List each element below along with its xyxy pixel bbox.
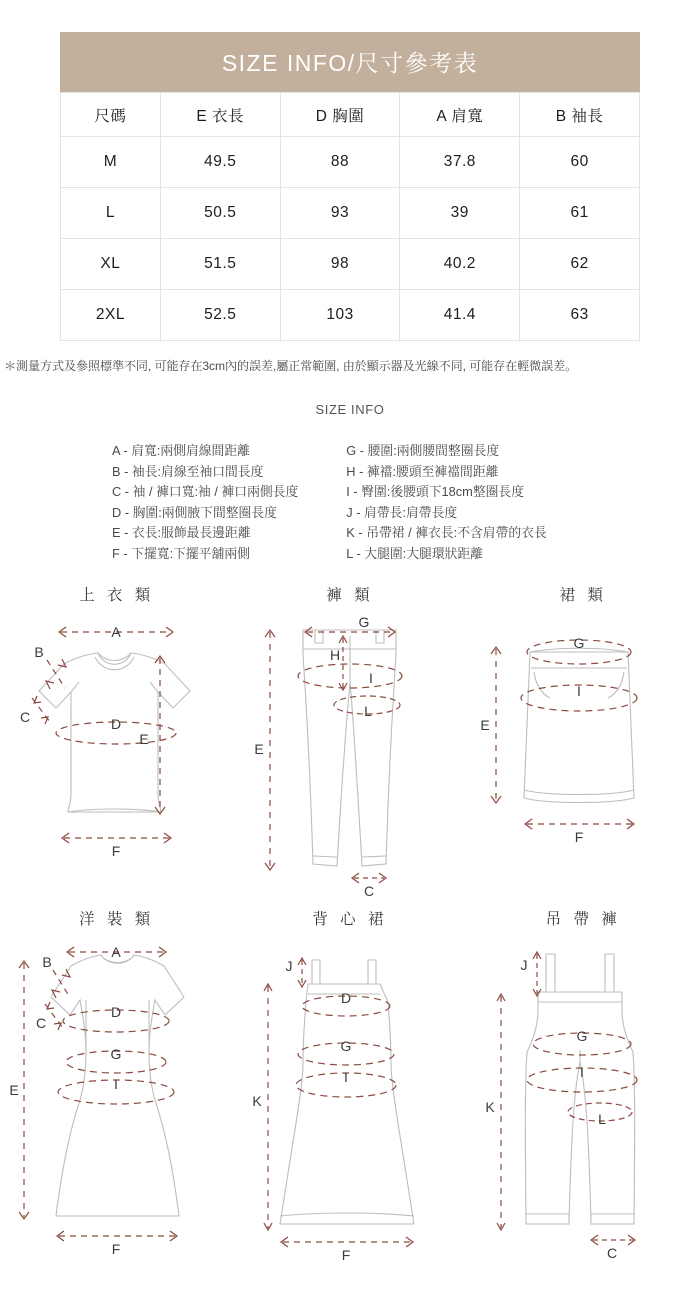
cell-sleeve: 63 [520, 290, 640, 341]
column-header-length: E 衣長 [160, 93, 280, 137]
column-header-shoulder: A 肩寬 [400, 93, 520, 137]
legend-item-h: H - 褲襠:腰頭至褲襠間距離 [346, 463, 499, 479]
size-table-title: SIZE INFO/尺寸參考表 [60, 32, 640, 92]
marker-label-f: F [574, 829, 584, 845]
legend-item-j: J - 肩帶長:肩帶長度 [346, 504, 458, 520]
legend-item-l: L - 大腿圍:大腿環狀距離 [346, 545, 484, 561]
diagram-row-1 [0, 582, 700, 906]
legend-item-g: G - 腰圍:兩側腰間整圈長度 [346, 443, 500, 458]
legend-item-b: B - 袖長:肩線至袖口間長度 [112, 463, 264, 479]
marker-label-l: L [364, 703, 372, 719]
diagram-title-camisole-dress: 背 心 裙 [312, 911, 388, 928]
legend-item-e: E - 衣長:服飾最長邊距離 [112, 525, 251, 540]
marker-label-c: C [20, 709, 31, 725]
column-header-sleeve: B 袖長 [520, 93, 640, 137]
size-table-section [60, 32, 640, 341]
cell-bust: 98 [280, 239, 400, 290]
marker-label-g: G [573, 635, 585, 651]
legend-item-k: K - 吊帶裙 / 褲衣長:不含肩帶的衣長 [346, 525, 547, 540]
cell-length: 49.5 [160, 137, 280, 188]
measurement-disclaimer: ＊測量方式及參照標準不同, 可能存在3cm內的誤差,屬正常範圍, 由於顯示器及光線不同, 可能存在輕微誤差。 [4, 359, 578, 373]
cell-bust: 93 [280, 188, 400, 239]
cell-bust: 88 [280, 137, 400, 188]
diagram-cell-overalls [467, 906, 700, 1261]
cell-bust: 103 [280, 290, 400, 341]
column-header-bust: D 胸圍 [280, 93, 400, 137]
dress-diagram [9, 940, 224, 1257]
cell-length: 51.5 [160, 239, 280, 290]
marker-label-g: G [340, 1038, 352, 1054]
cell-shoulder: 40.2 [400, 239, 520, 290]
legend-title: SIZE INFO [315, 402, 385, 417]
legend [112, 442, 612, 563]
marker-label-g: G [576, 1028, 588, 1044]
marker-label-c: C [606, 1245, 617, 1261]
diagram-cell-skirts [467, 582, 700, 906]
cell-sleeve: 60 [520, 137, 640, 188]
tops-diagram [9, 616, 224, 906]
marker-label-d: D [340, 990, 351, 1006]
marker-label-e: E [139, 731, 149, 747]
legend-item-f: F - 下擺寬:下擺平舖兩側 [112, 545, 250, 561]
marker-label-d: D [111, 1004, 122, 1020]
legend-column-right [346, 442, 547, 563]
legend-item-a: A - 肩寬:兩側肩線間距離 [112, 443, 250, 458]
cell-length: 50.5 [160, 188, 280, 239]
marker-label-h: H [329, 647, 340, 663]
marker-label-l: L [597, 1111, 606, 1127]
marker-label-g: G [110, 1046, 122, 1062]
size-table [60, 92, 640, 341]
table-header-row [61, 93, 640, 137]
skirts-diagram [478, 616, 688, 906]
marker-label-e: E [9, 1082, 19, 1098]
cell-size: XL [61, 239, 161, 290]
marker-label-i: I [579, 1064, 584, 1080]
cell-shoulder: 37.8 [400, 137, 520, 188]
pants-diagram [255, 616, 445, 906]
marker-label-b: B [42, 954, 52, 970]
diagram-title-pants: 褲 類 [326, 587, 374, 604]
cell-sleeve: 62 [520, 239, 640, 290]
marker-label-i: I [114, 1076, 119, 1092]
marker-label-f: F [341, 1247, 351, 1263]
cell-size: 2XL [61, 290, 161, 341]
garment-diagram-grid [0, 582, 700, 1263]
column-header-size: 尺碼 [61, 93, 161, 137]
marker-label-a: A [111, 944, 121, 960]
marker-label-k: K [252, 1093, 262, 1109]
marker-label-b: B [34, 644, 44, 660]
diagram-cell-pants [233, 582, 466, 906]
marker-label-e: E [480, 717, 490, 733]
cell-size: M [61, 137, 161, 188]
overalls-diagram [481, 940, 686, 1261]
diagram-title-overalls: 吊 帶 褲 [545, 911, 621, 928]
diagram-title-tops: 上 衣 類 [79, 587, 155, 604]
marker-label-e: E [254, 741, 264, 757]
marker-label-i: I [577, 683, 582, 699]
legend-item-c: C - 袖 / 褲口寬:袖 / 褲口兩側長度 [112, 484, 299, 499]
cell-size: L [61, 188, 161, 239]
diagram-title-dress: 洋 裝 類 [79, 911, 155, 928]
marker-label-f: F [111, 1241, 121, 1257]
marker-label-c: C [363, 883, 374, 899]
diagram-cell-camisole-dress [233, 906, 466, 1263]
cell-shoulder: 41.4 [400, 290, 520, 341]
marker-label-g: G [358, 614, 370, 630]
cell-length: 52.5 [160, 290, 280, 341]
cell-shoulder: 39 [400, 188, 520, 239]
marker-label-c: C [36, 1015, 47, 1031]
table-row [61, 290, 640, 341]
legend-item-d: D - 胸圍:兩側腋下間整圈長度 [112, 504, 277, 520]
marker-label-i: I [343, 1069, 348, 1085]
camisole-dress-diagram [250, 940, 450, 1263]
marker-label-f: F [111, 843, 121, 859]
table-row [61, 137, 640, 188]
legend-item-i: I - 臀圍:後腰頭下18cm整圈長度 [346, 484, 525, 499]
marker-label-j: J [285, 958, 293, 974]
marker-label-k: K [485, 1099, 495, 1115]
marker-label-i: I [368, 670, 373, 686]
cell-sleeve: 61 [520, 188, 640, 239]
diagram-title-skirts: 裙 類 [559, 587, 607, 604]
marker-label-a: A [111, 624, 121, 640]
marker-label-j: J [520, 957, 528, 973]
diagram-cell-dress [0, 906, 233, 1257]
diagram-cell-tops [0, 582, 233, 906]
marker-label-d: D [111, 716, 122, 732]
diagram-row-2 [0, 906, 700, 1263]
legend-column-left [112, 442, 298, 563]
table-row [61, 188, 640, 239]
table-row [61, 239, 640, 290]
